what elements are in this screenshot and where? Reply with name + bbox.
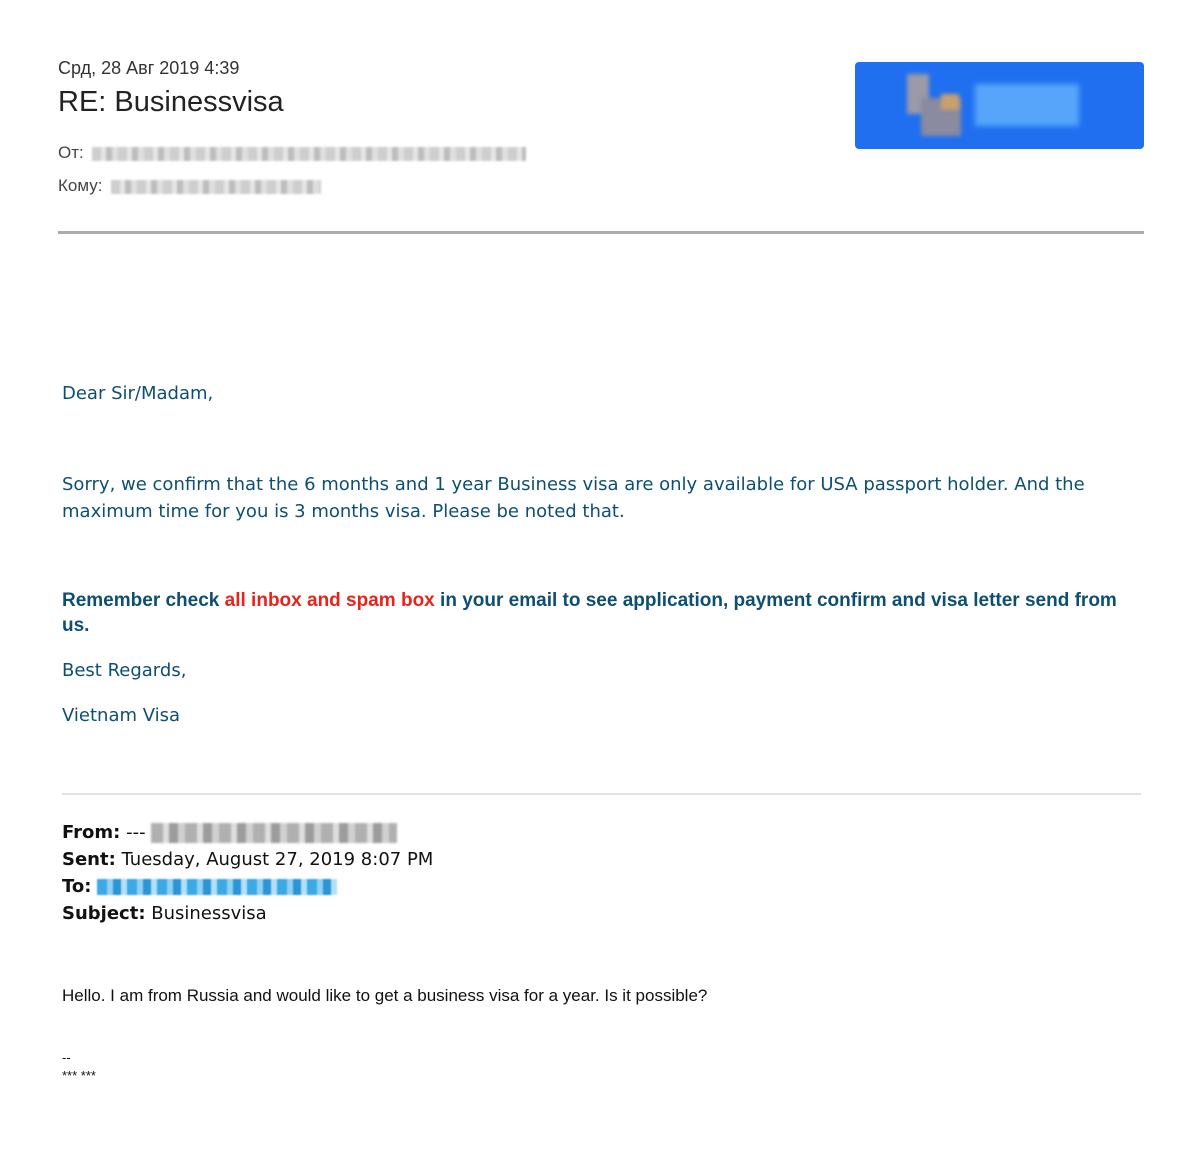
signature: Vietnam Visa: [62, 705, 181, 726]
original-signature: *** ***: [62, 1068, 96, 1083]
reply-paragraph-line-1: Sorry, we confirm that the 6 months and 1 year Business visa are only available for USA passport holder. And the: [62, 474, 1085, 495]
to-label: Кому:: [58, 176, 103, 195]
greeting: Dear Sir/Madam,: [62, 383, 214, 404]
spam-reminder-suffix: in your email to see application, payment confirm and visa letter send from us.: [62, 590, 1117, 636]
original-sent-label: Sent:: [62, 849, 116, 870]
sender-address-redacted[interactable]: [92, 147, 526, 161]
original-from-value: ---: [126, 822, 146, 843]
from-label: От:: [58, 143, 84, 162]
header-divider: [58, 231, 1144, 234]
original-from-label: From:: [62, 822, 121, 843]
signature-dashes: --: [62, 1050, 71, 1065]
spam-reminder-highlight: all inbox and spam box: [224, 590, 435, 611]
spam-reminder-prefix: Remember check: [62, 590, 225, 611]
sender-row: [58, 143, 526, 163]
original-to-label: To:: [62, 876, 92, 897]
original-sent-value: Tuesday, August 27, 2019 8:07 PM: [121, 849, 434, 870]
quote-divider: [62, 793, 1141, 795]
recipient-row: [58, 176, 321, 196]
logo-wordmark: [975, 84, 1079, 126]
regards: Best Regards,: [62, 660, 187, 681]
reply-paragraph-line-2: maximum time for you is 3 months visa. Please be noted that.: [62, 501, 625, 522]
original-sent-row: [62, 849, 433, 870]
original-subject-value: Businessvisa: [151, 903, 267, 924]
spam-reminder: [62, 588, 1142, 638]
original-to-row: [62, 876, 337, 897]
original-sender-redacted: [151, 823, 397, 843]
original-subject-row: [62, 903, 267, 924]
original-recipient-link-redacted[interactable]: [97, 879, 337, 895]
original-message: Hello. I am from Russia and would like to get a business visa for a year. Is it possible?: [62, 986, 708, 1005]
recipient-address-redacted[interactable]: [111, 180, 321, 194]
mail-logo-redacted: [855, 62, 1144, 149]
logo-accent: [941, 94, 959, 110]
original-from-row: [62, 822, 397, 843]
original-subject-label: Subject:: [62, 903, 146, 924]
message-date: Срд, 28 Авг 2019 4:39: [58, 58, 240, 78]
message-subject: RE: Businessvisa: [58, 86, 284, 118]
